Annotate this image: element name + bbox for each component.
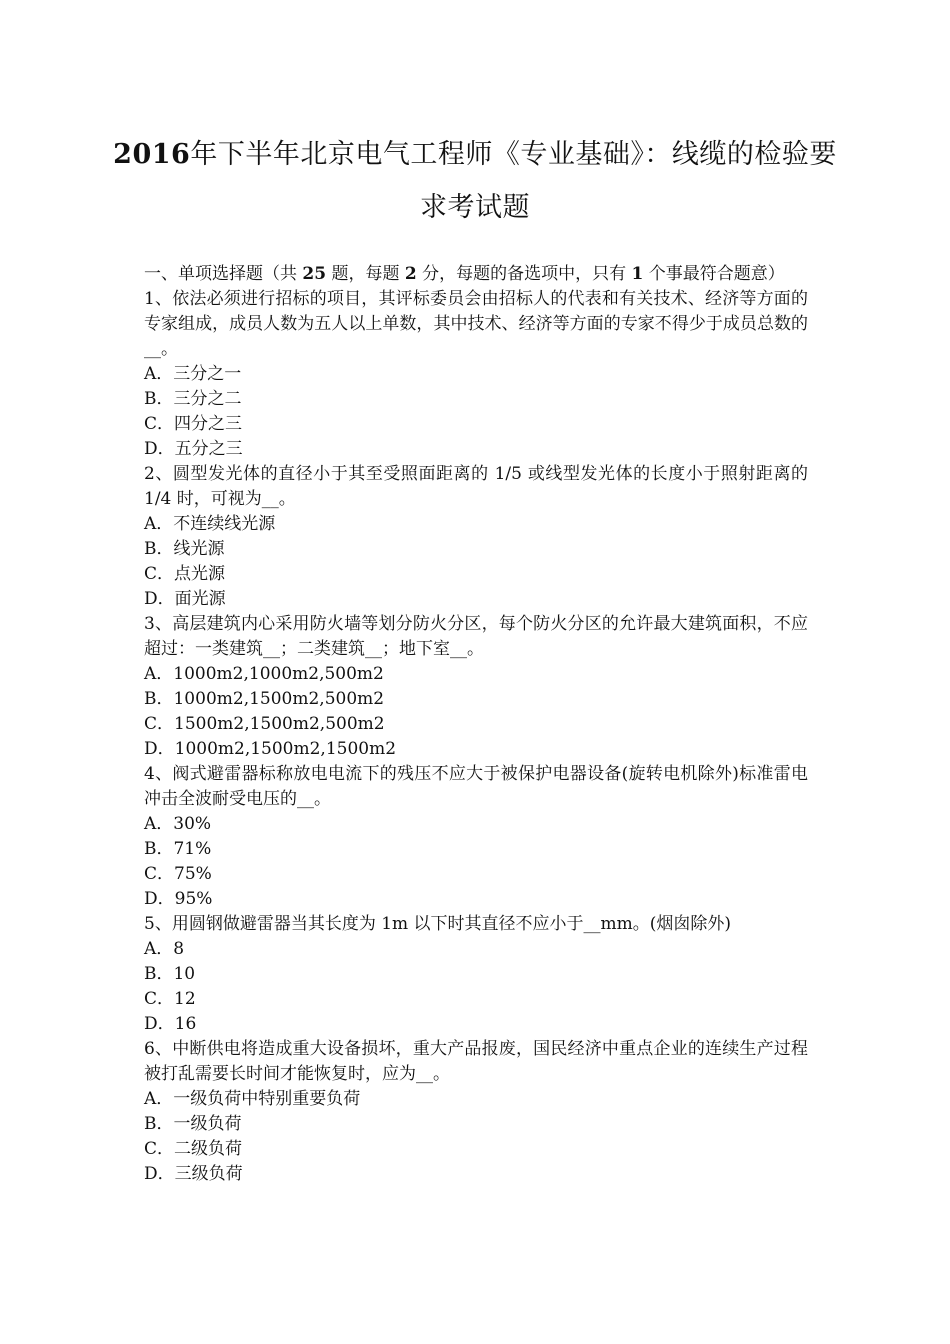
question-count: 25	[302, 264, 327, 284]
option-a: A．三分之一	[144, 364, 242, 384]
points-value: 2	[404, 264, 417, 284]
option-d: D．1000m2,1500m2,1500m2	[144, 739, 397, 759]
option-c: C．75%	[144, 864, 212, 884]
option-b: B．一级负荷	[144, 1114, 242, 1134]
option-c: C．12	[144, 989, 196, 1009]
option-b: B．三分之二	[144, 389, 242, 409]
section-header-text: 分，每题的备选项中，只有	[422, 264, 627, 284]
section-header-text: 一、单项选择题（共	[144, 264, 297, 284]
exam-content	[144, 262, 808, 1187]
page-title-line-2: 求考试题	[420, 192, 530, 223]
question-stem: 1、依法必须进行招标的项目，其评标委员会由招标人的代表和有关技术、经济等方面的专家组成，成员人数为五人以上单数，其中技术、经济等方面的专家不得少于成员总数的__。	[144, 289, 808, 359]
option-d: D．三级负荷	[144, 1164, 243, 1184]
question-2	[144, 462, 808, 612]
question-6	[144, 1037, 808, 1187]
option-a: A．不连续线光源	[144, 514, 276, 534]
section-header-text: 个事最符合题意）	[648, 264, 785, 284]
question-stem: 3、高层建筑内心采用防火墙等划分防火分区，每个防火分区的允许最大建筑面积，不应超过：一类建筑__；二类建筑__；地下室__。	[144, 614, 808, 659]
option-b: B．线光源	[144, 539, 225, 559]
option-b: B．1000m2,1500m2,500m2	[144, 689, 385, 709]
question-3	[144, 612, 808, 762]
option-a: A．30%	[144, 814, 212, 834]
option-c: C．四分之三	[144, 414, 243, 434]
option-a: A．8	[144, 939, 185, 959]
section-header-text: 题，每题	[331, 264, 400, 284]
option-c: C．二级负荷	[144, 1139, 243, 1159]
question-1	[144, 287, 808, 462]
question-stem: 5、用圆钢做避雷器当其长度为 1m 以下时其直径不应小于__mm。(烟囱除外)	[144, 914, 732, 934]
option-a: A．一级负荷中特别重要负荷	[144, 1089, 361, 1109]
answer-count: 1	[631, 264, 644, 284]
question-5	[144, 912, 808, 1037]
title-text: 年下半年北京电气工程师《专业基础》：线缆的检验要	[190, 139, 837, 170]
question-stem: 4、阀式避雷器标称放电电流下的残压不应大于被保护电器设备(旋转电机除外)标准雷电冲击全波耐受电压的__。	[144, 764, 808, 809]
title-year: 2016	[113, 139, 191, 170]
option-d: D．16	[144, 1014, 197, 1034]
option-d: D．95%	[144, 889, 213, 909]
option-c: C．点光源	[144, 564, 226, 584]
question-stem: 2、圆型发光体的直径小于其至受照面距离的 1/5 或线型发光体的长度小于照射距离的 1/4 时，可视为__。	[144, 464, 808, 509]
option-d: D．五分之三	[144, 439, 243, 459]
option-c: C．1500m2,1500m2,500m2	[144, 714, 385, 734]
option-b: B．10	[144, 964, 196, 984]
option-b: B．71%	[144, 839, 212, 859]
question-4	[144, 762, 808, 912]
section-header	[144, 262, 808, 287]
question-stem: 6、中断供电将造成重大设备损坏，重大产品报废，国民经济中重点企业的连续生产过程被打乱需要长时间才能恢复时，应为__。	[144, 1039, 808, 1084]
option-d: D．面光源	[144, 589, 226, 609]
page-title-line-1	[0, 132, 950, 171]
option-a: A．1000m2,1000m2,500m2	[144, 664, 384, 684]
